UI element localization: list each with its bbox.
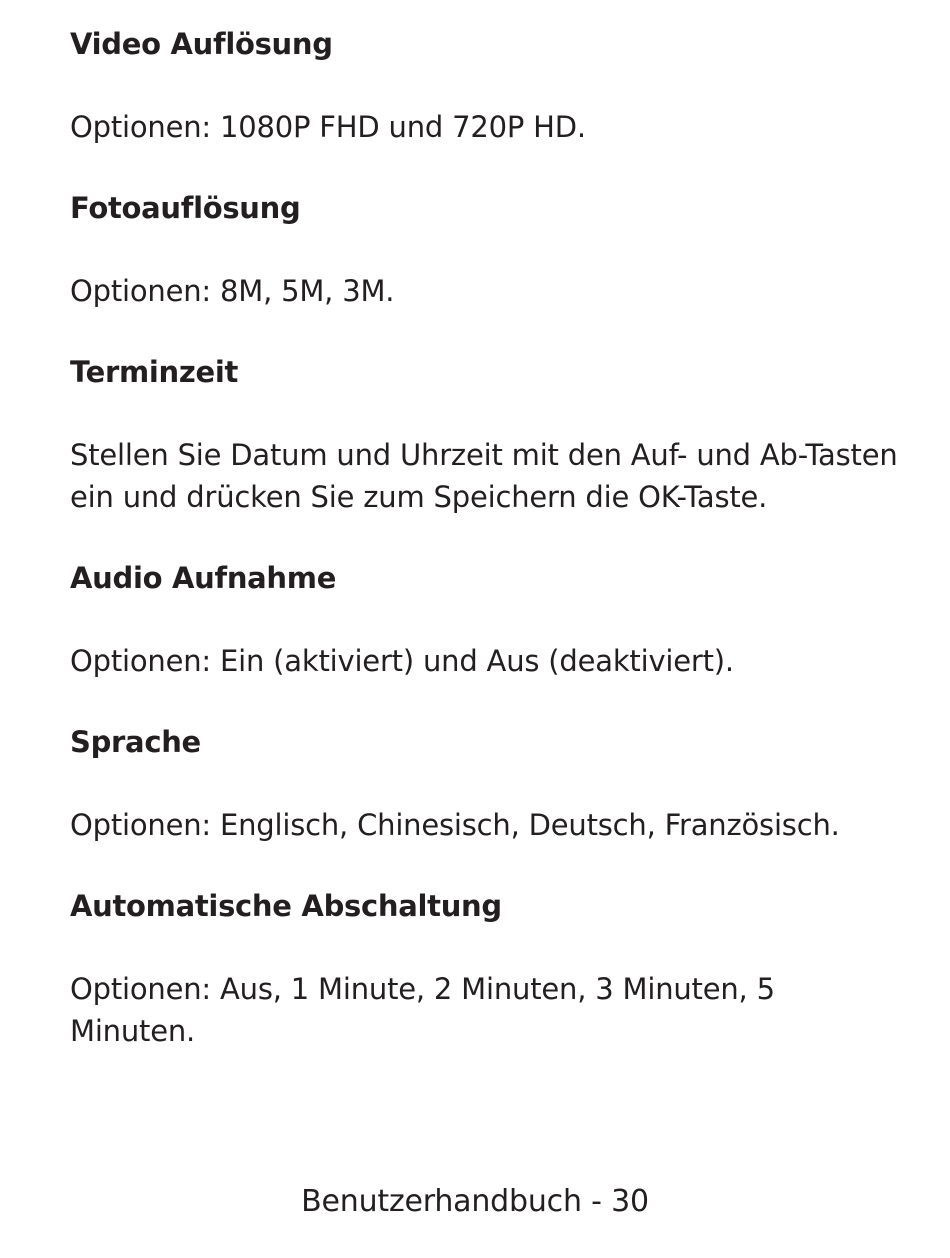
section-body-audio-recording: Optionen: Ein (aktiviert) und Aus (deaktiviert). bbox=[70, 644, 734, 678]
section-heading-date-time: Terminzeit bbox=[70, 355, 239, 389]
page-footer: Benutzerhandbuch - 30 bbox=[301, 1184, 649, 1219]
section-body-date-time: Stellen Sie Datum und Uhrzeit mit den Auf- und Ab-Tasten ein und drücken Sie zum Speichern die OK-Taste. bbox=[70, 438, 898, 514]
section-heading-photo-resolution: Fotoauflösung bbox=[70, 191, 301, 225]
section-heading-language: Sprache bbox=[70, 725, 201, 759]
section-body-photo-resolution: Optionen: 8M, 5M, 3M. bbox=[70, 274, 395, 308]
section-body-video-resolution: Optionen: 1080P FHD und 720P HD. bbox=[70, 110, 586, 144]
section-heading-video-resolution: Video Auflösung bbox=[70, 27, 333, 61]
section-heading-auto-shutdown: Automatische Abschaltung bbox=[70, 889, 502, 923]
section-body-auto-shutdown: Optionen: Aus, 1 Minute, 2 Minuten, 3 Minuten, 5 Minuten. bbox=[70, 972, 775, 1048]
section-body-language: Optionen: Englisch, Chinesisch, Deutsch, Französisch. bbox=[70, 808, 840, 842]
section-heading-audio-recording: Audio Aufnahme bbox=[70, 561, 337, 595]
page-content bbox=[70, 22, 900, 1052]
